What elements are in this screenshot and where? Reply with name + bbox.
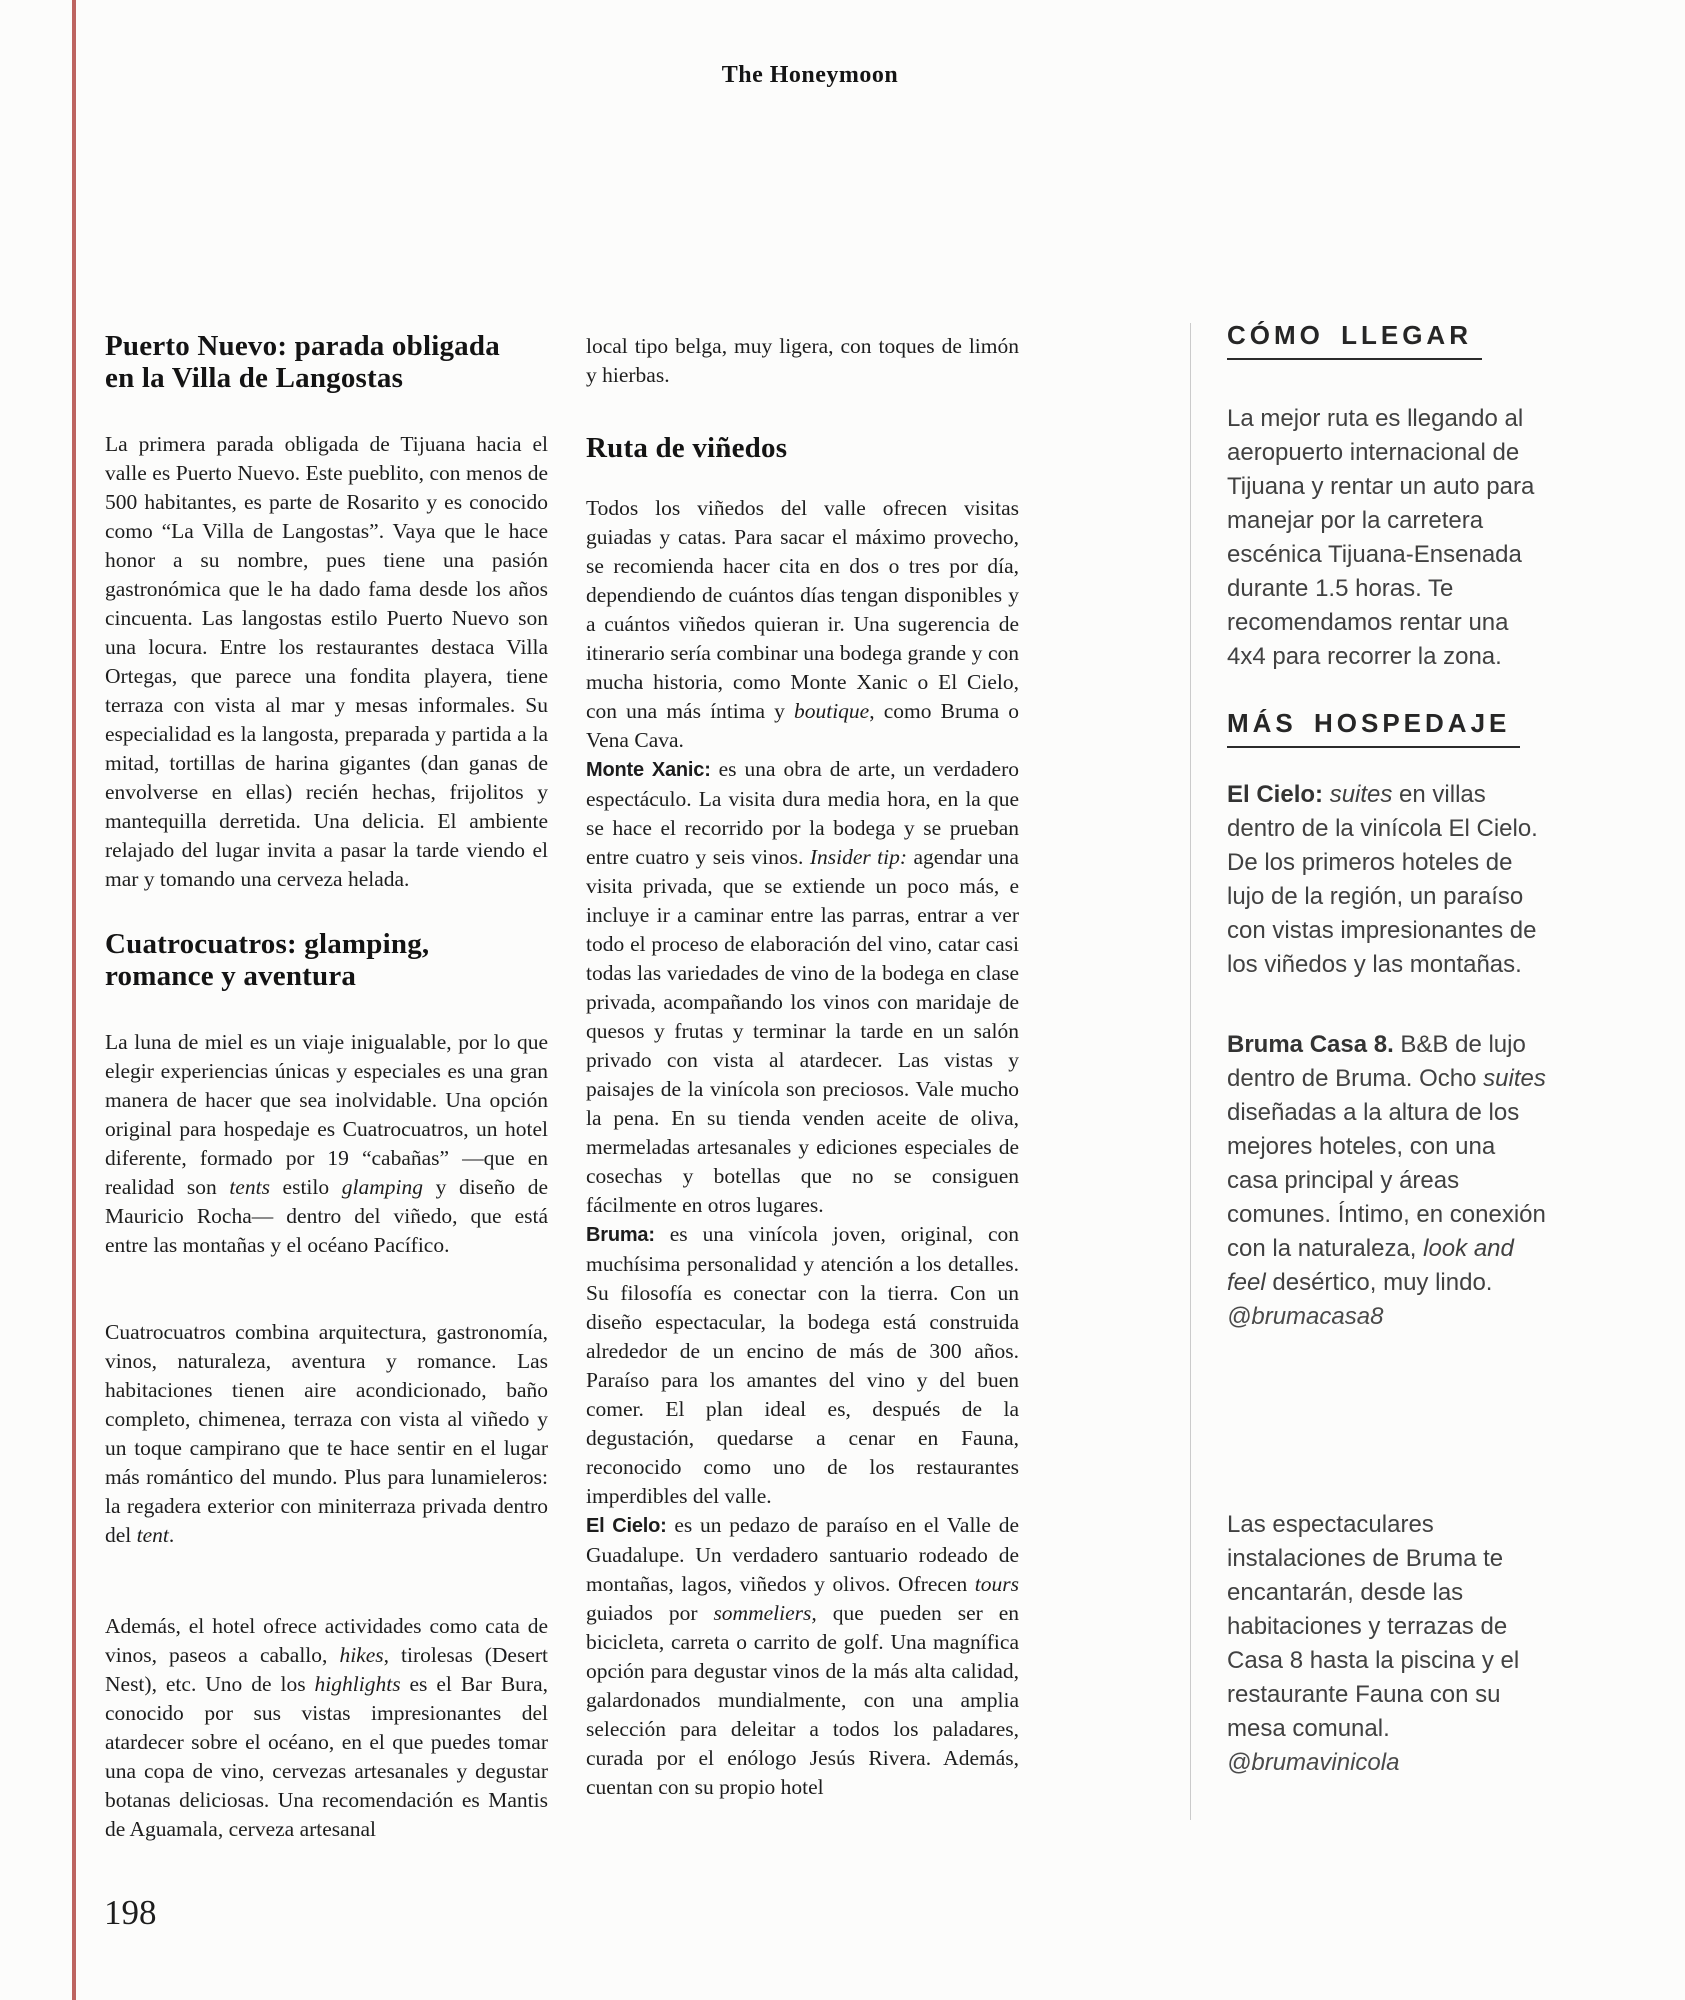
page-number: 198 xyxy=(104,1893,157,1932)
instagram-handle: @brumavinicola xyxy=(1227,1749,1400,1776)
section-heading-ruta-de-vinedos: Ruta de viñedos xyxy=(586,432,788,464)
instagram-handle: @brumacasa8 xyxy=(1227,1303,1384,1330)
sidebar-section-header xyxy=(1227,322,1552,360)
sidebar xyxy=(1227,322,1552,1780)
heading-line: Puerto Nuevo: parada obligada xyxy=(105,330,500,362)
sidebar-heading-mas-hospedaje: MÁS HOSPEDAJE xyxy=(1227,710,1520,748)
vertical-divider xyxy=(1190,323,1191,1820)
middle-column xyxy=(586,332,1019,1802)
sidebar-entry-text: Bruma Casa 8. B&B de lujo dentro de Bruma. Ocho suites diseñadas a la altura de los mejores hoteles, con una casa principal y áreas comunes. Íntimo, en conexión con la naturaleza, look and feel desértico, muy lindo. xyxy=(1227,1031,1546,1296)
paragraph-el-cielo: El Cielo: es un pedazo de paraíso en el Valle de Guadalupe. Un verdadero santuario rodeado de montañas, lagos, viñedos y olivos. Ofrecen tours guiados por sommeliers, que pueden ser en bicicleta, carreta o carrito de golf. Una magnífica opción para degustar vinos de la más alta calidad, galardonados mundialmente, con una amplia selección para deleitar a todos los paladares, curada por el enólogo Jesús Rivera. Además, cuentan con su propio hotel xyxy=(586,1513,1020,1799)
sidebar-paragraph: La mejor ruta es llegando al aeropuerto internacional de Tijuana y rentar un auto para manejar por la carretera escénica Tijuana-Ensenada durante 1.5 horas. Te recomendamos rentar una 4x4 para recorrer la zona. xyxy=(1227,405,1535,670)
paragraph: La luna de miel es un viaje inigualable, por lo que elegir experiencias únicas y especiales es una gran manera de hacer que sea inolvidable. Una opción original para hospedaje es Cuatrocuatros, un hotel diferente, formado por 19 “cabañas” —que en realidad son tents estilo glamping y diseño de Mauricio Rocha— dentro del viñedo, que está entre las montañas y el océano Pacífico. xyxy=(105,1030,548,1257)
paragraph-bruma: Bruma: es una vinícola joven, original, con muchísima personalidad y atención a los detalles. Su filosofía es conectar con la tierra. Con un diseño espectacular, la bodega está construida alrededor de un encino de más de 300 años. Paraíso para los amantes del vino y del buen comer. El plan ideal es, después de la degustación, quedarse a cenar en Fauna, reconocido como uno de los restaurantes imperdibles del valle. xyxy=(586,1222,1019,1508)
heading-line: en la Villa de Langostas xyxy=(105,362,404,394)
sidebar-heading-como-llegar: CÓMO LLEGAR xyxy=(1227,322,1482,360)
left-column xyxy=(105,330,548,1844)
sidebar-section-header xyxy=(1227,710,1552,748)
page-title: The Honeymoon xyxy=(721,62,899,88)
sidebar-entry-bruma-casa8 xyxy=(1227,1028,1552,1334)
heading-line: Cuatrocuatros: glamping, xyxy=(105,928,430,960)
sidebar-note xyxy=(1227,1508,1552,1780)
paragraph: Todos los viñedos del valle ofrecen visitas guiadas y catas. Para sacar el máximo provecho, se recomienda hacer cita en dos o tres por día, dependiendo de cuántos días tengan disponibles y a cuántos viñedos quieran ir. Una sugerencia de itinerario sería combinar una bodega grande y con mucha historia, como Monte Xanic o El Cielo, con una más íntima y boutique, como Bruma o Vena Cava. xyxy=(586,496,1019,752)
section-heading-puerto-nuevo xyxy=(105,330,548,394)
sidebar-entry-el-cielo: El Cielo: suites en villas dentro de la vinícola El Cielo. De los primeros hoteles de lujo de la región, un paraíso con vistas impresionantes de los viñedos y las montañas. xyxy=(1227,781,1538,978)
paragraph-continuation: local tipo belga, muy ligera, con toques de limón y hierbas. xyxy=(586,334,1019,387)
sidebar-note-text: Las espectaculares instalaciones de Bruma te encantarán, desde las habitaciones y terrazas de Casa 8 hasta la piscina y el restaurante Fauna con su mesa comunal. xyxy=(1227,1511,1520,1742)
paragraph-monte-xanic: Monte Xanic: es una obra de arte, un verdadero espectáculo. La visita dura media hora, en la que se hace el recorrido por la bodega y se prueban entre cuatro y seis vinos. Insider tip: agendar una visita privada, que se extiende un poco más, e incluye ir a caminar entre las parras, entrar a ver todo el proceso de elaboración del vino, catar casi todas las variedades de vino de la bodega en clase privada, acompañando los vinos con maridaje de quesos y frutas y terminar la tarde en un salón privado con vista al atardecer. Las vistas y paisajes de la vinícola son preciosos. Vale mucho la pena. En su tienda venden aceite de oliva, mermeladas artesanales y ediciones especiales de cosechas y botellas que no se consiguen fácilmente en otros lugares. xyxy=(586,757,1019,1217)
page-edge-strip xyxy=(72,0,76,2000)
heading-line: romance y aventura xyxy=(105,960,357,992)
paragraph: La primera parada obligada de Tijuana hacia el valle es Puerto Nuevo. Este pueblito, con menos de 500 habitantes, es parte de Rosarito y es conocido como “La Villa de Langostas”. Vaya que le hace honor a su nombre, pues tiene una pasión gastronómica que le ha dado fama desde los años cincuenta. Las langostas estilo Puerto Nuevo son una locura. Entre los restaurantes destaca Villa Ortegas, que parece una fondita playera, tiene terraza con vista al mar y mesas informales. Su especialidad es la langosta, preparada y partida a la mitad, tortillas de harina gigantes (dan ganas de envolverse en ellas) recién hechas, frijolitos y mantequilla derretida. Una delicia. El ambiente relajado del lugar invita a pasar la tarde viendo el mar y tomando una cerveza helada. xyxy=(105,432,548,891)
paragraph: Cuatrocuatros combina arquitectura, gastronomía, vinos, naturaleza, aventura y romance. Las habitaciones tienen aire acondicionado, baño completo, chimenea, terraza con vista al viñedo y un toque campirano que te hace sentir en el lugar más romántico del mundo. Plus para lunamieleros: la regadera exterior con miniterraza privada dentro del tent. xyxy=(105,1320,548,1547)
section-heading-cuatrocuatros xyxy=(105,928,548,992)
paragraph: Además, el hotel ofrece actividades como cata de vinos, paseos a caballo, hikes, tirolesas (Desert Nest), etc. Uno de los highlights es el Bar Bura, conocido por sus vistas impresionantes del atardecer sobre el océano, en el que puedes tomar una copa de vino, cervezas artesanales y degustar botanas deliciosas. Una recomendación es Mantis de Aguamala, cerveza artesanal xyxy=(105,1614,548,1841)
